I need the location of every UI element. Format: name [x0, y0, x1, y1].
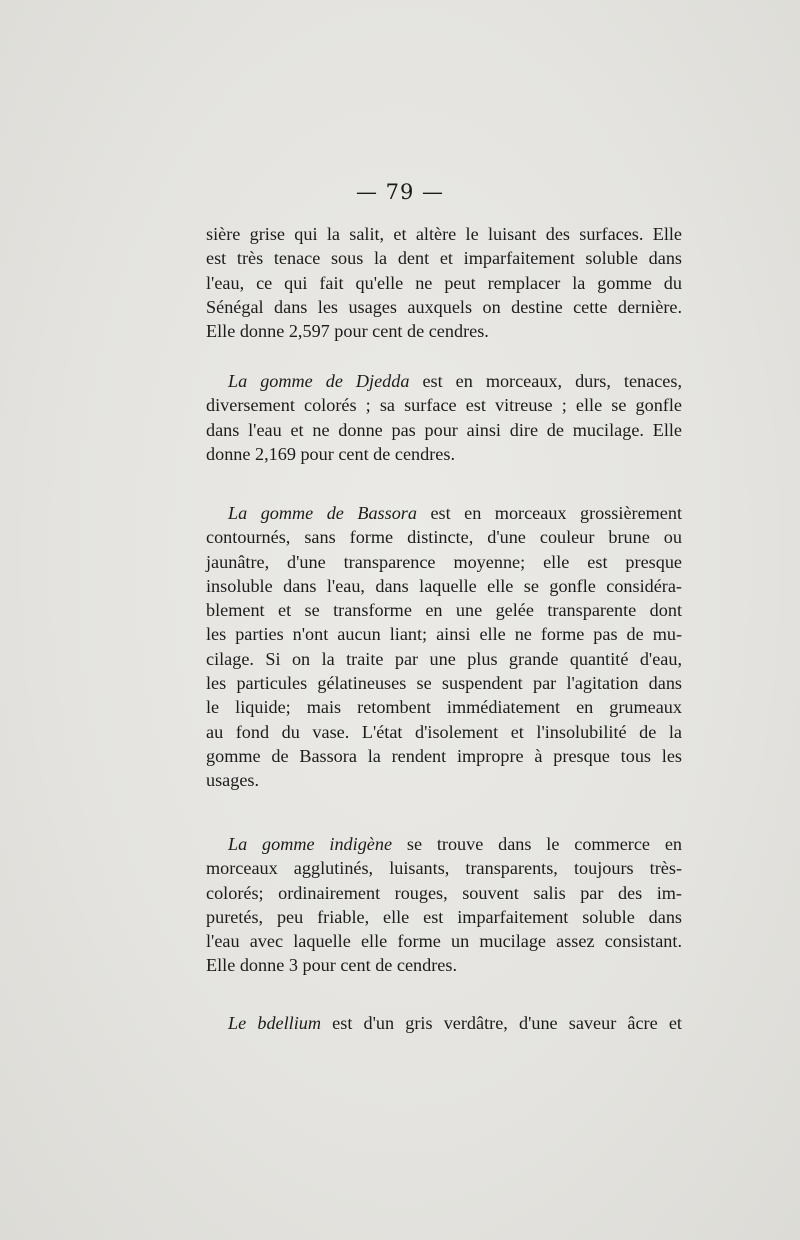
text-line: insoluble dans l'eau, dans laquelle elle se gonfle considéra- — [206, 575, 682, 596]
text-line: Sénégal dans les usages auxquels on destine cette dernière. — [206, 296, 682, 317]
paragraph-gomme-djedda — [206, 369, 682, 466]
text-line: sière grise qui la salit, et altère le luisant des surfaces. Elle — [206, 224, 682, 244]
text-line: cilage. Si on la traite par une plus grande quantité d'eau, — [206, 648, 682, 669]
text-line: les particules gélatineuses se suspendent par l'agitation dans — [206, 673, 682, 694]
text-line: contournés, sans forme distincte, d'une couleur brune ou — [206, 527, 682, 548]
text-line: gomme de Bassora la rendent impropre à presque tous les — [206, 745, 682, 766]
text-fragment: se trouve dans le commerce en — [392, 834, 682, 854]
text-line: l'eau, ce qui fait qu'elle ne peut remplacer la gomme du — [206, 272, 682, 293]
text-line: colorés; ordinairement rouges, souvent salis par des im- — [206, 882, 682, 903]
text-line: l'eau avec laquelle elle forme un mucilage assez consistant. — [206, 931, 682, 952]
text-line-first — [206, 832, 682, 856]
text-line-first — [206, 369, 682, 393]
text-fragment: est d'un gris verdâtre, d'une saveur âcre et — [321, 1013, 682, 1033]
text-fragment: est en morceaux, durs, tenaces, — [409, 371, 682, 391]
italic-heading: La gomme de Bassora — [228, 503, 417, 523]
paragraph-gomme-bassora — [206, 501, 682, 793]
italic-heading: Le bdellium — [228, 1013, 321, 1033]
text-line: au fond du vase. L'état d'isolement et l'insolubilité de la — [206, 721, 682, 742]
text-line: morceaux agglutinés, luisants, transparents, toujours très- — [206, 858, 682, 879]
text-line: les parties n'ont aucun liant; ainsi elle ne forme pas de mu- — [206, 624, 682, 645]
text-fragment: est en morceaux grossièrement — [416, 503, 683, 523]
text-line: usages. — [206, 770, 260, 791]
text-line: est très tenace sous la dent et imparfaitement soluble dans — [206, 248, 682, 269]
text-line: le liquide; mais retombent immédiatement en grumeaux — [206, 697, 682, 718]
text-line: dans l'eau et ne donne pas pour ainsi dire de mucilage. Elle — [206, 419, 682, 440]
paragraph-gomme-indigene — [206, 832, 682, 978]
paragraph-bdellium — [206, 1011, 682, 1035]
page-number: — 79 — — [355, 180, 445, 204]
text-line: jaunâtre, d'une transparence moyenne; elle est presque — [206, 551, 682, 572]
text-line: blement et se transforme en une gelée transparente dont — [206, 600, 682, 621]
text-line: diversement colorés ; sa surface est vitreuse ; elle se gonfle — [206, 395, 682, 416]
italic-heading: La gomme indigène — [228, 834, 393, 854]
text-line: puretés, peu friable, elle est imparfaitement soluble dans — [206, 906, 682, 927]
italic-heading: La gomme de Djedda — [228, 371, 410, 391]
text-line: Elle donne 3 pour cent de cendres. — [206, 955, 457, 976]
paragraph-continuation — [206, 222, 682, 343]
text-line: donne 2,169 pour cent de cendres. — [206, 443, 455, 464]
text-line-first — [206, 1011, 682, 1035]
text-line-first — [206, 501, 682, 525]
text-line: Elle donne 2,597 pour cent de cendres. — [206, 321, 489, 342]
